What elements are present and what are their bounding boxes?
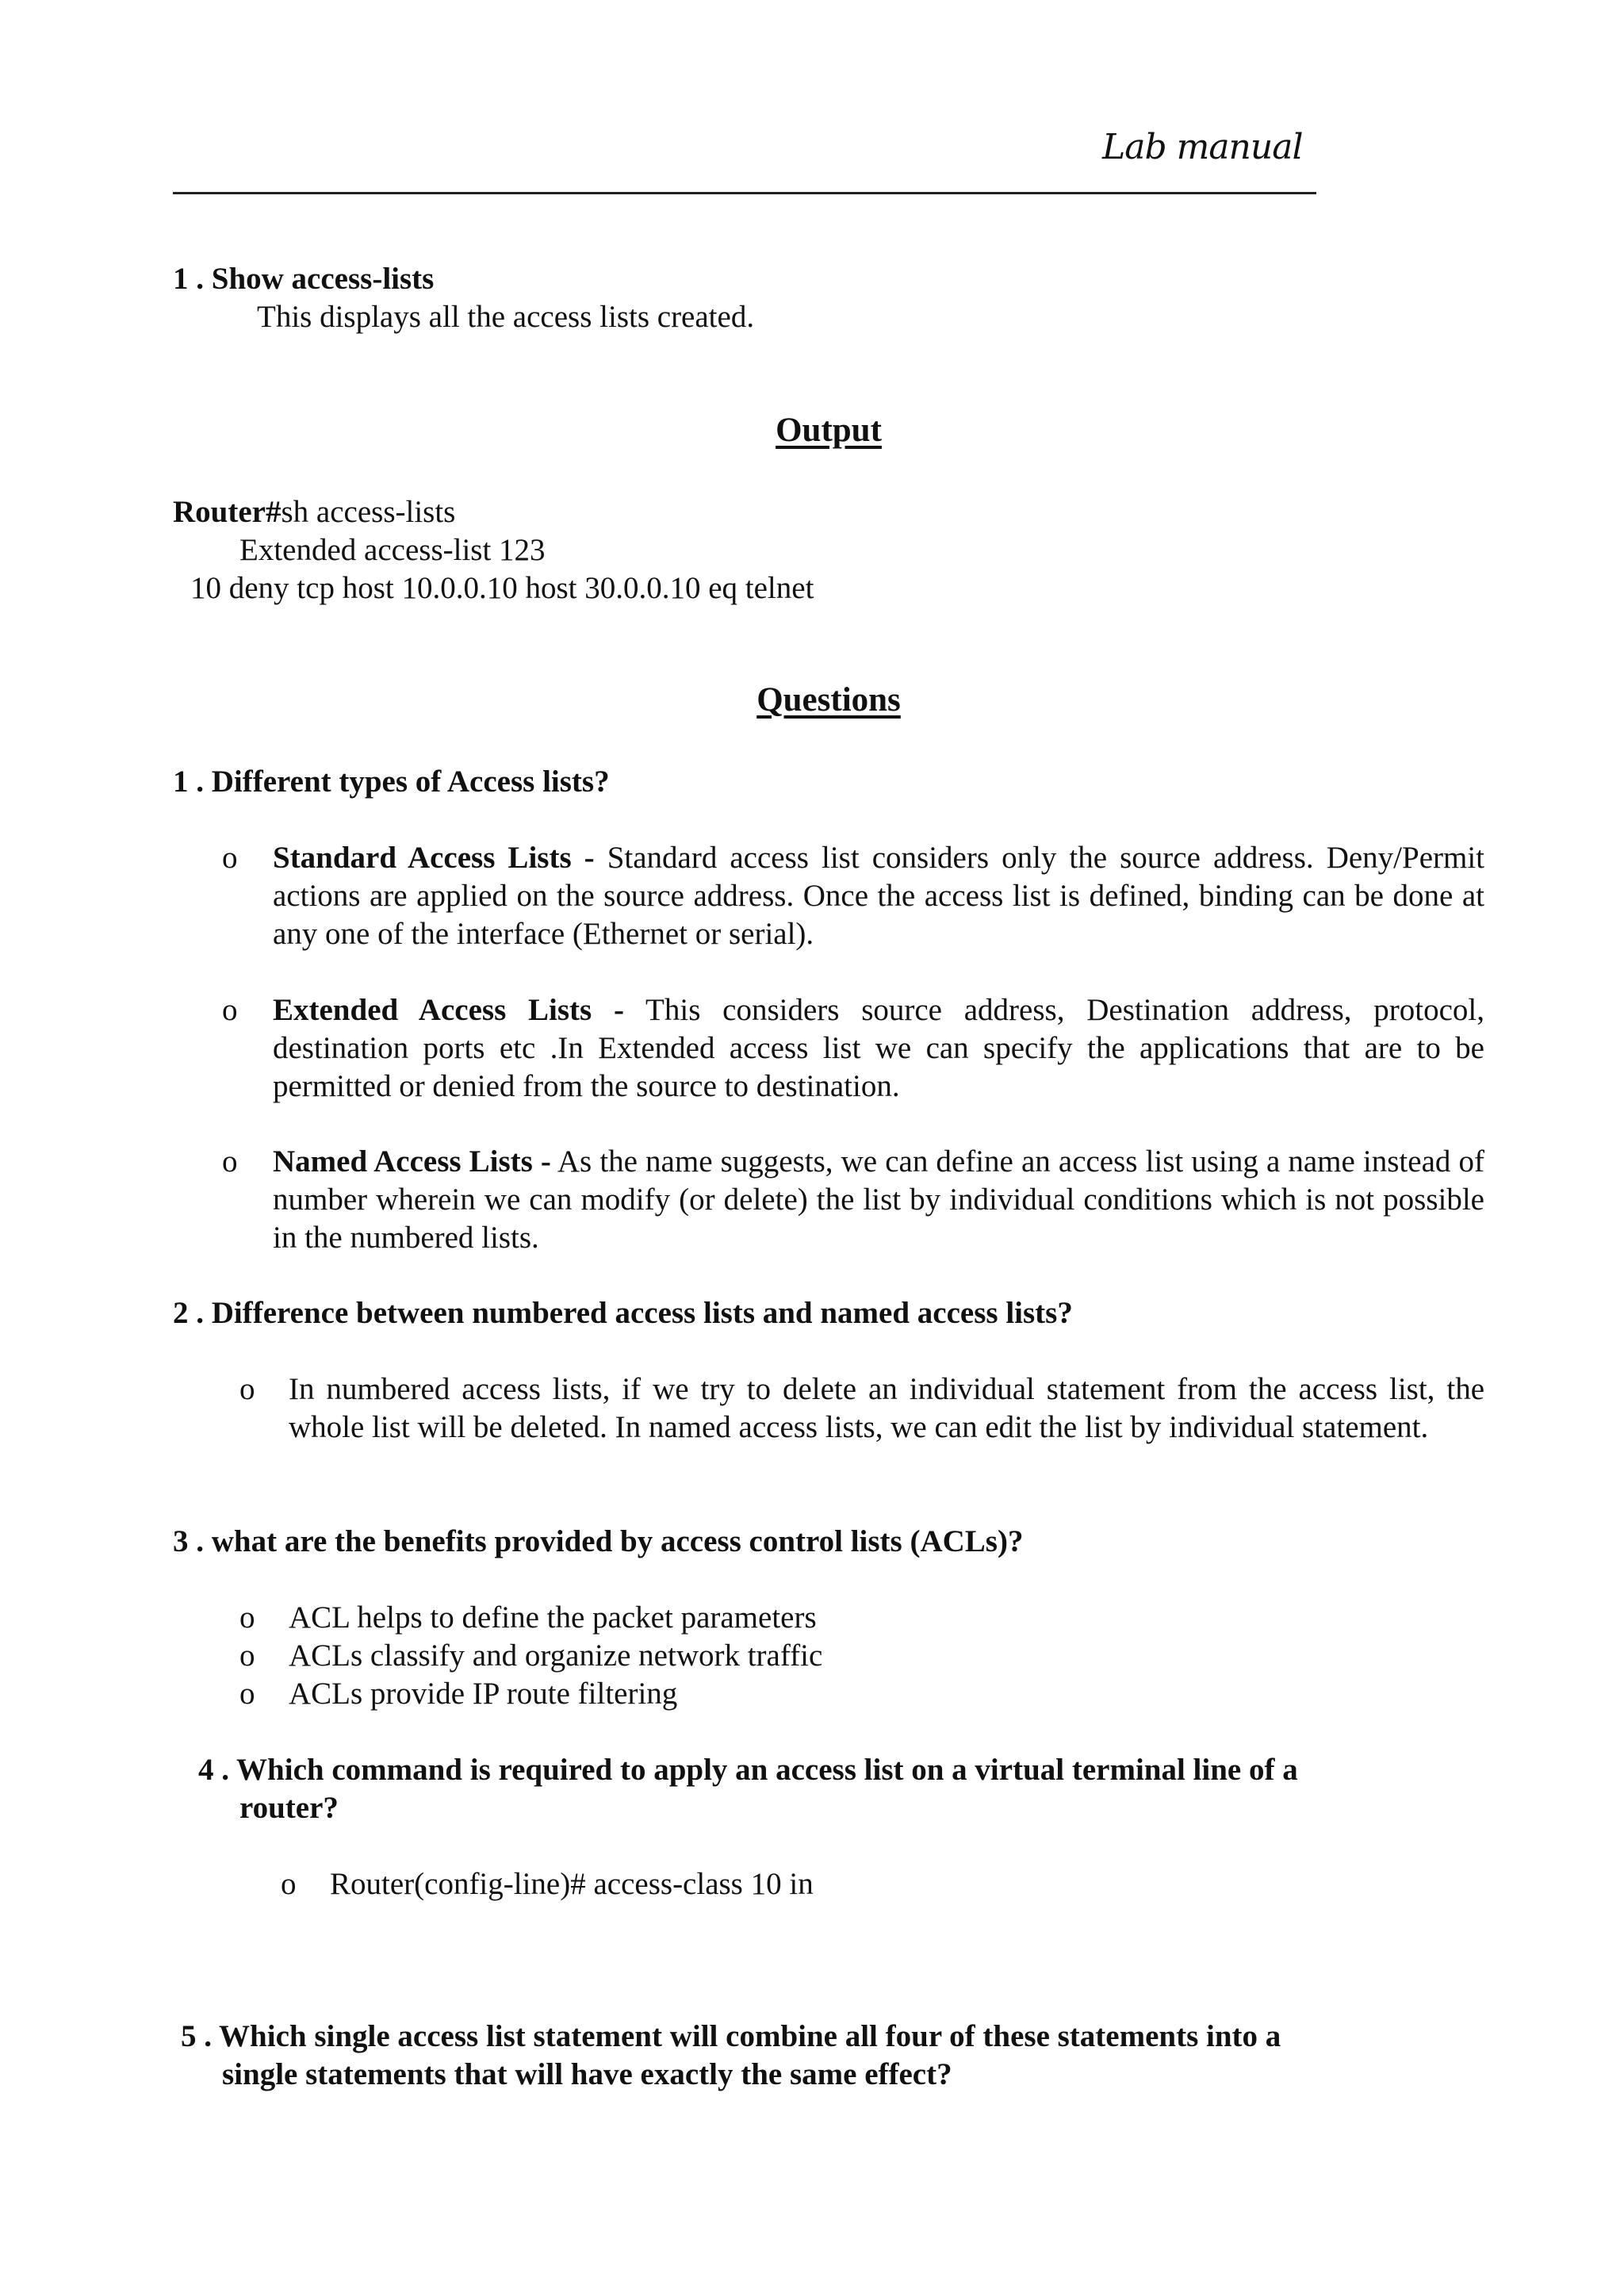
bullet-marker: o [239, 1600, 255, 1635]
list-item-extended-acl [273, 991, 1484, 1106]
term-named-acl: Named Access Lists - [273, 1144, 551, 1179]
show-section-description: This displays all the access lists created. [257, 300, 755, 334]
list-item-acl-benefit: ACLs provide IP route filtering [289, 1677, 678, 1711]
question-2-title: 2 . Difference between numbered access lists and named access lists? [173, 1296, 1073, 1330]
bullet-marker: o [222, 993, 238, 1027]
question-1-title: 1 . Different types of Access lists? [173, 765, 610, 799]
question-5-title-line-2: single statements that will have exactly the same effect? [222, 2057, 952, 2091]
bullet-marker: o [281, 1867, 297, 1901]
router-prompt: Router# [173, 495, 282, 529]
bullet-marker: o [222, 841, 238, 875]
output-command-line [173, 493, 455, 531]
question-5-title-line-1: 5 . Which single access list statement will combine all four of these statements into a [181, 2019, 1281, 2053]
output-heading: Output [776, 412, 882, 449]
question-4-answer: Router(config-line)# access-class 10 in [330, 1867, 814, 1901]
bullet-marker: o [222, 1144, 238, 1179]
text-standard-acl: Standard access list considers only the source address. Deny/Permit actions are applied on the source address. Once the access list is defined, binding can be done at any one of the interface (Ethernet or serial). [273, 841, 1484, 951]
bullet-marker: o [239, 1677, 255, 1711]
text-named-acl: As the name suggests, we can define an access list using a name instead of number wherein we can modify (or delete) the list by individual conditions which is not possible in the numbered lists. [273, 1144, 1484, 1255]
list-item-acl-benefit: ACLs classify and organize network traffic [289, 1639, 823, 1673]
list-item-standard-acl [273, 839, 1484, 953]
page-header-title: Lab manual [1102, 127, 1303, 167]
term-standard-acl: Standard Access Lists - [273, 841, 595, 875]
question-4-title-line-1: 4 . Which command is required to apply an access list on a virtual terminal line of a [198, 1753, 1298, 1787]
question-3-title: 3 . what are the benefits provided by access control lists (ACLs)? [173, 1524, 1024, 1558]
question-2-answer: In numbered access lists, if we try to delete an individual statement from the access list, the whole list will be deleted. In named access lists, we can edit the list by individual statement. [289, 1372, 1484, 1444]
output-line-1: Extended access-list 123 [239, 533, 546, 567]
bullet-marker: o [239, 1639, 255, 1673]
list-item-named-acl [273, 1143, 1484, 1257]
text-extended-acl: This considers source address, Destination address, protocol, destination ports etc .In Extended access list we can specify the applications that are to be permitted or denied from the source to destination. [273, 993, 1484, 1103]
show-section-title: 1 . Show access-lists [173, 262, 435, 296]
list-item-acl-benefit: ACL helps to define the packet parameters [289, 1600, 817, 1635]
output-line-2: 10 deny tcp host 10.0.0.10 host 30.0.0.10 eq telnet [190, 571, 814, 605]
question-4-title-line-2: router? [239, 1791, 339, 1825]
router-command: sh access-lists [281, 495, 456, 529]
bullet-marker: o [239, 1372, 255, 1406]
questions-heading: Questions [756, 681, 901, 719]
term-extended-acl: Extended Access Lists - [273, 993, 624, 1027]
header-divider [173, 192, 1316, 194]
